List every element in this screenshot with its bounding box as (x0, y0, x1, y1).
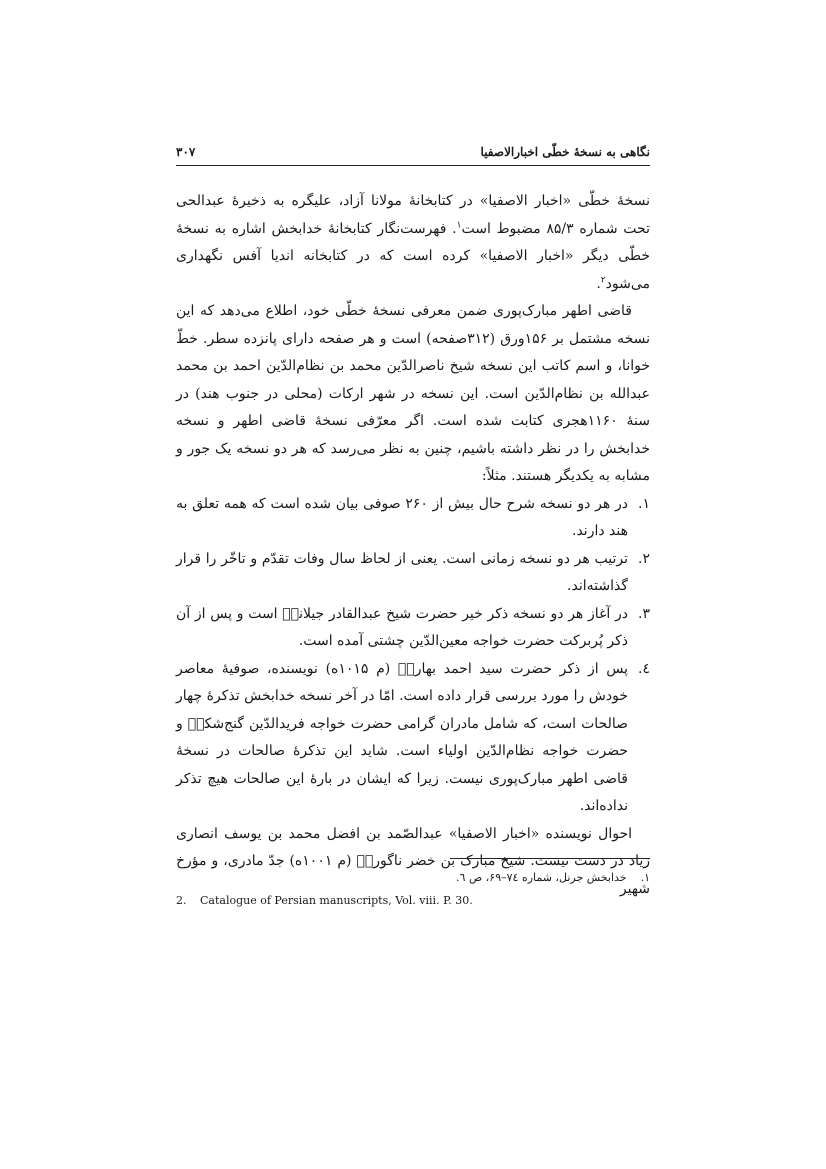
footnote-text: خدابخش جرنل، شماره ۷٤–۶۹، ص ٦. (456, 871, 627, 884)
numbered-list (176, 491, 650, 821)
list-item-text: در هر دو نسخه شرح حال بیش از ۲۶۰ صوفی بیان شده است که همه تعلق به هند دارند. (176, 495, 628, 539)
running-header (176, 143, 650, 165)
list-item-text: ترتیب هر دو نسخه زمانی است. یعنی از لحاظ سال وفات تقدّم و تاخّر را قرار گذاشته‌اند. (176, 550, 628, 594)
running-title: نگاهی به نسخهٔ خطّی اخبارالاصفیا (480, 145, 650, 159)
list-item (176, 656, 650, 821)
list-item-text: در آغاز هر دو نسخه ذکر خیر حضرت شیخ عبدالقادر جیلانیؒ است و پس از آن ذکر پُربرکت حضرت خواجه معین‌الدّین چشتی آمده است. (176, 605, 628, 649)
list-item-number: ۱. (638, 495, 650, 512)
list-item (176, 491, 650, 546)
list-item (176, 546, 650, 601)
footnote-ref-1[interactable]: ۱ (456, 219, 462, 230)
paragraph-closing: احوال نویسنده «اخبار الاصفیا» عبدالصّمد بن افضل محمد بن یوسف انصاری زیاد در دست نیست. شیخ مبارک بن خضر ناگوریؒ (م ۱۰۰۱ه) جدّ مادری، و مؤرخ شهیر (176, 825, 650, 897)
footnote-text: Catalogue of Persian manuscripts, Vol. viii. P. 30. (200, 894, 473, 907)
paragraph-1: نسخهٔ خطّی «اخبار الاصفیا» در کتابخانهٔ مولانا آزاد، علیگره به ذخیرهٔ عبدالحی تحت شماره ۸۵/۳ مضبوط است$^۱$. فهرست‌نگار کتابخانهٔ خدابخش اشاره به نسخهٔ خطّی دیگر «اخبار الاصفیا» کرده است که در کتابخانه اندیا آفس نگهداری می‌شود$^۲$. (176, 193, 650, 292)
footnote-ref-2[interactable]: ۲ (600, 274, 606, 285)
list-item (176, 601, 650, 656)
page-number: ۳۰۷ (176, 145, 196, 159)
paragraph-2: قاضی اطهر مبارک‌پوری ضمن معرفی نسخهٔ خطّی خود، اطلاع می‌دهد که این نسخه مشتمل بر ۱۵۶ورق (۳۱۲صفحه) است و هر صفحه دارای پانزده سطر. خطّ خوانا، و اسم کاتب این نسخه شیخ ناصرالدّین محمد بن نظام‌الدّین احمد بن محمد عبدالله بن نظام‌الدّین است. این نسخه در شهر ارکات (محلی در جنوب هند) در سنهٔ ۱۱۶۰هجری کتابت شده است. اگر معرّفی نسخهٔ قاضی اطهر و نسخه خدابخش را در نظر داشته باشیم، چنین به نظر می‌رسد که هر دو نسخه یک جور و مشابه به یکدیگر هستند. مثلاً: (176, 303, 651, 484)
list-item-number: ۳. (638, 605, 650, 622)
footnote-number: ۱. (640, 871, 650, 884)
header-rule (176, 165, 650, 166)
footnote-number: 2. (176, 894, 187, 907)
footnote-1 (176, 870, 650, 886)
footnote-2 (176, 893, 650, 909)
list-item-number: ۲. (638, 550, 650, 567)
body-text (176, 188, 650, 903)
list-item-number: ٤. (638, 660, 650, 677)
list-item-text: پس از ذکر حضرت سید احمد بهاریؒ (م ۱۰۱۵ه) نویسنده، صوفیهٔ معاصر خودش را مورد بررسی قرار داده است. امّا در آخر نسخه خدابخش تذکرهٔ چهار صالحات است، که شامل مادران گرامی حضرت خواجه فریدالدّین گنج‌شکرؒ و حضرت خواجه نظام‌الدّین اولیاء است. شاید این تذکرهٔ صالحات در نسخهٔ قاضی اطهر مبارک‌پوری نیست. زیرا که ایشان در بارهٔ این صالحات هیچ تذکر نداده‌اند. (176, 660, 628, 814)
footnote-rule (450, 858, 650, 859)
